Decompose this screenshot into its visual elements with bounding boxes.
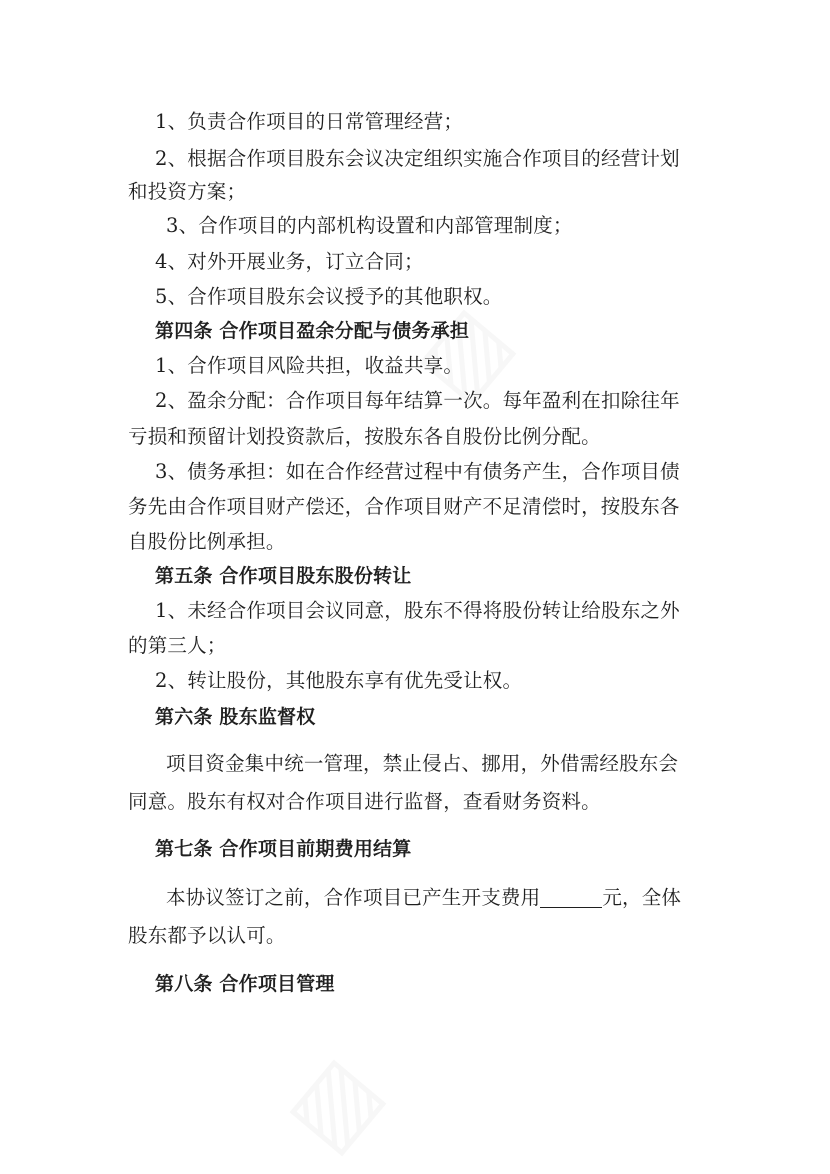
article-6-heading: 第六条 股东监督权	[155, 706, 316, 728]
duty-item-5: 5、合作项目股东会议授予的其他职权。	[155, 285, 503, 308]
duty-item-2-line-2: 和投资方案；	[128, 180, 247, 203]
article-4-para-2-line-2: 亏损和预留计划投资款后，按股东各自股份比例分配。	[128, 425, 601, 448]
article-8-heading: 第八条 合作项目管理	[155, 973, 335, 995]
article-7-heading: 第七条 合作项目前期费用结算	[155, 838, 412, 860]
article-4-para-1: 1、合作项目风险共担，收益共享。	[155, 354, 464, 377]
article-4-para-2-line-1: 2、盈余分配：合作项目每年结算一次。每年盈利在扣除往年	[155, 389, 680, 412]
article-5-para-1-line-1: 1、未经合作项目会议同意，股东不得将股份转让给股东之外	[155, 599, 680, 622]
watermark-mark: ▧	[276, 1034, 409, 1171]
amount-blank-field[interactable]	[540, 885, 602, 908]
article-5-heading: 第五条 合作项目股东股份转让	[155, 565, 412, 587]
article-7-para-line-2: 股东都予以认可。	[128, 924, 286, 947]
article-6-para-line-1: 项目资金集中统一管理，禁止侵占、挪用，外借需经股东会	[166, 752, 679, 775]
duty-item-3: 3、合作项目的内部机构设置和内部管理制度；	[166, 214, 573, 237]
article-7-para-line-1	[166, 884, 681, 912]
article-4-para-3-line-3: 自股份比例承担。	[128, 530, 286, 553]
article-4-heading: 第四条 合作项目盈余分配与债务承担	[155, 320, 470, 342]
watermark-mark: ▧	[406, 284, 539, 421]
article-4-para-3-line-2: 务先由合作项目财产偿还，合作项目财产不足清偿时，按股东各	[128, 495, 680, 518]
duty-item-2-line-1: 2、根据合作项目股东会议决定组织实施合作项目的经营计划	[155, 147, 680, 170]
duty-item-4: 4、对外开展业务，订立合同；	[155, 250, 424, 273]
article-5-para-2: 2、转让股份，其他股东享有优先受让权。	[155, 669, 523, 692]
article-5-para-1-line-2: 的第三人；	[128, 634, 227, 657]
duty-item-1: 1、负责合作项目的日常管理经营；	[155, 110, 464, 133]
article-4-para-3-line-1: 3、债务承担：如在合作经营过程中有债务产生，合作项目债	[155, 460, 680, 483]
article-6-para-line-2: 同意。股东有权对合作项目进行监督，查看财务资料。	[128, 790, 601, 813]
article-7-text-after-blank: 元，全体	[602, 886, 682, 909]
article-7-text-before-blank: 本协议签订之前，合作项目已产生开支费用	[166, 886, 541, 909]
